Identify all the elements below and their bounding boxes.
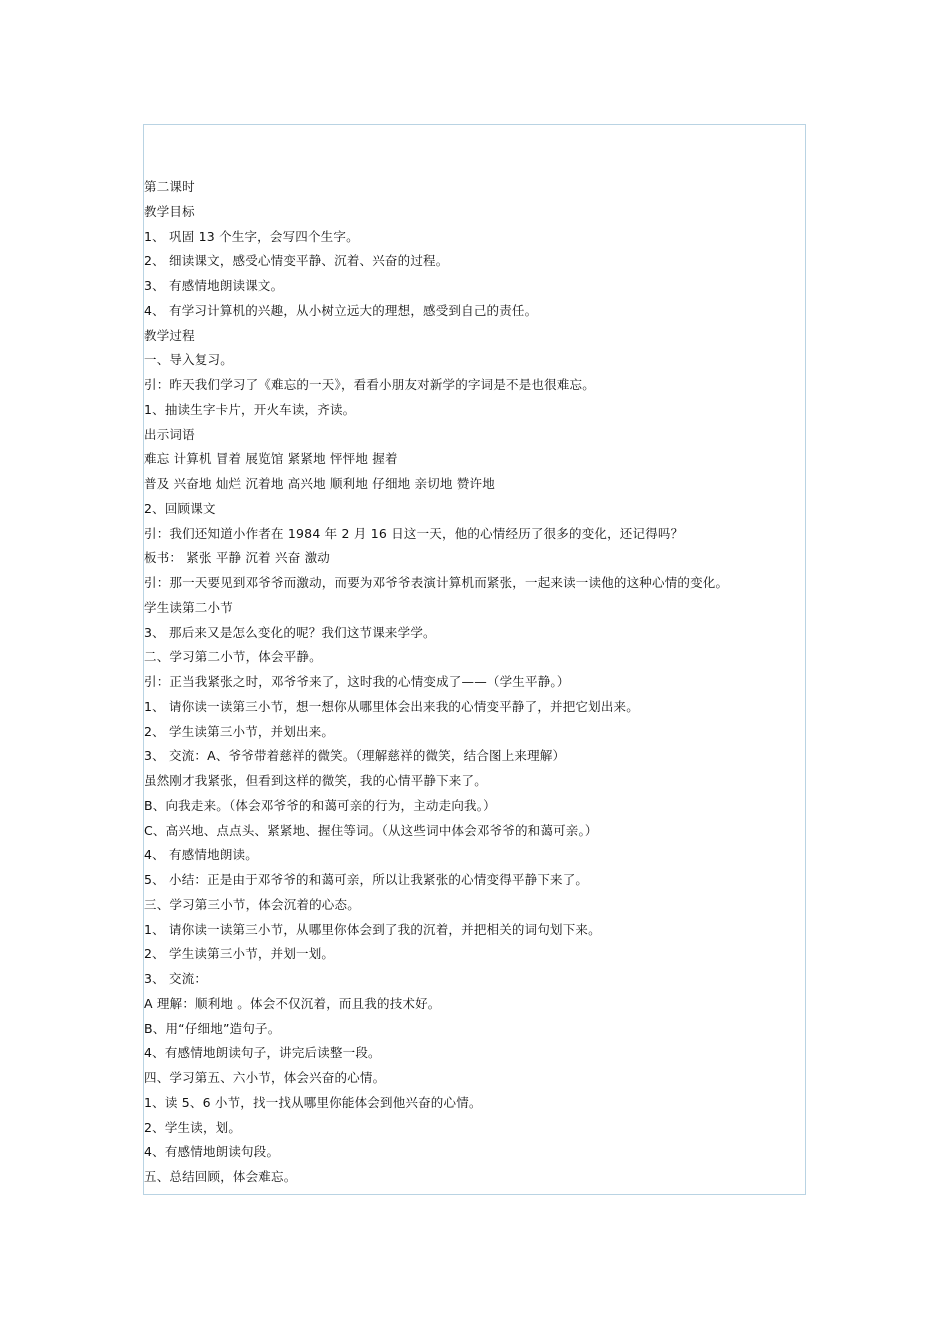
document-line: 2、回顾课文: [144, 500, 216, 516]
document-line: 四、学习第五、六小节，体会兴奋的心情。: [144, 1070, 386, 1085]
document-line: 1、 巩固 13 个生字，会写四个生字。: [144, 228, 359, 244]
document-line: 4、有感情地朗读句子，讲完后读整一段。: [144, 1045, 381, 1061]
document-line: 2、 学生读第三小节，并划一划。: [144, 946, 335, 962]
document-line: B、用“仔细地”造句子。: [144, 1020, 281, 1036]
document-line: 第二课时: [144, 179, 195, 194]
document-line: 4、有感情地朗读句段。: [144, 1144, 280, 1160]
document-line: 引：昨天我们学习了《难忘的一天》，看看小朋友对新学的字词是不是也很难忘。: [144, 377, 595, 392]
document-line: 引：那一天要见到邓爷爷而激动，而要为邓爷爷表演计算机而紧张，一起来读一读他的这种心情的变化。: [144, 575, 729, 590]
document-line: 1、读 5、6 小节，找一找从哪里你能体会到他兴奋的心情。: [144, 1094, 482, 1110]
document-line: 2、学生读，划。: [144, 1119, 242, 1135]
document-line: 引：正当我紧张之时，邓爷爷来了，这时我的心情变成了——（学生平静。）: [144, 674, 570, 689]
document-line: 引：我们还知道小作者在 1984 年 2 月 16 日这一天，他的心情经历了很多的变化，还记得吗？: [144, 525, 684, 541]
document-line: 3、 那后来又是怎么变化的呢？我们这节课来学学。: [144, 624, 436, 640]
document-line: 教学过程: [144, 327, 195, 343]
document-line: 出示词语: [144, 426, 195, 442]
document-line: 5、 小结：正是由于邓爷爷的和蔼可亲，所以让我紧张的心情变得平静下来了。: [144, 872, 589, 887]
document-line: C、高兴地、点点头、紧紧地、握住等词。（从这些词中体会邓爷爷的和蔼可亲。）: [144, 822, 598, 838]
document-line: 3、 交流：A、爷爷带着慈祥的微笑。（理解慈祥的微笑，结合图上来理解）: [144, 748, 566, 764]
document-line: 4、 有感情地朗读。: [144, 847, 258, 863]
document-line: 3、 有感情地朗读课文。: [144, 278, 284, 293]
document-line: 4、 有学习计算机的兴趣，从小树立远大的理想，感受到自己的责任。: [144, 302, 538, 318]
document-line: 一、导入复习。: [144, 352, 233, 368]
document-line: 虽然刚才我紧张，但看到这样的微笑，我的心情平静下来了。: [144, 773, 487, 788]
document-line: 教学目标: [144, 203, 195, 219]
document-line: 2、 学生读第三小节，并划出来。: [144, 723, 335, 739]
document-line: 难忘 计算机 冒着 展览馆 紧紧地 怦怦地 握着: [144, 451, 398, 467]
document-line: A 理解：顺利地 。体会不仅沉着，而且我的技术好。: [144, 995, 441, 1011]
document-line: 3、 交流：: [144, 971, 208, 986]
document-line: 1、 请你读一读第三小节，从哪里你体会到了我的沉着，并把相关的词句划下来。: [144, 921, 601, 937]
document-line: 三、学习第三小节，体会沉着的心态。: [144, 896, 360, 912]
document-body: [144, 175, 804, 1190]
document-line: 板书： 紧张 平静 沉着 兴奋 激动: [144, 550, 330, 566]
document-line: 2、 细读课文，感受心情变平静、沉着、兴奋的过程。: [144, 253, 449, 269]
document-line: 五、总结回顾，体会难忘。: [144, 1169, 297, 1184]
document-line: 学生读第二小节: [144, 599, 233, 615]
document-line: 普及 兴奋地 灿烂 沉着地 高兴地 顺利地 仔细地 亲切地 赞许地: [144, 476, 495, 491]
document-line: 1、 请你读一读第三小节，想一想你从哪里体会出来我的心情变平静了，并把它划出来。: [144, 698, 639, 714]
document-line: 1、抽读生字卡片，开火车读，齐读。: [144, 401, 356, 417]
document-line: B、向我走来。（体会邓爷爷的和蔼可亲的行为，主动走向我。）: [144, 797, 496, 813]
document-line: 二、学习第二小节，体会平静。: [144, 649, 322, 665]
